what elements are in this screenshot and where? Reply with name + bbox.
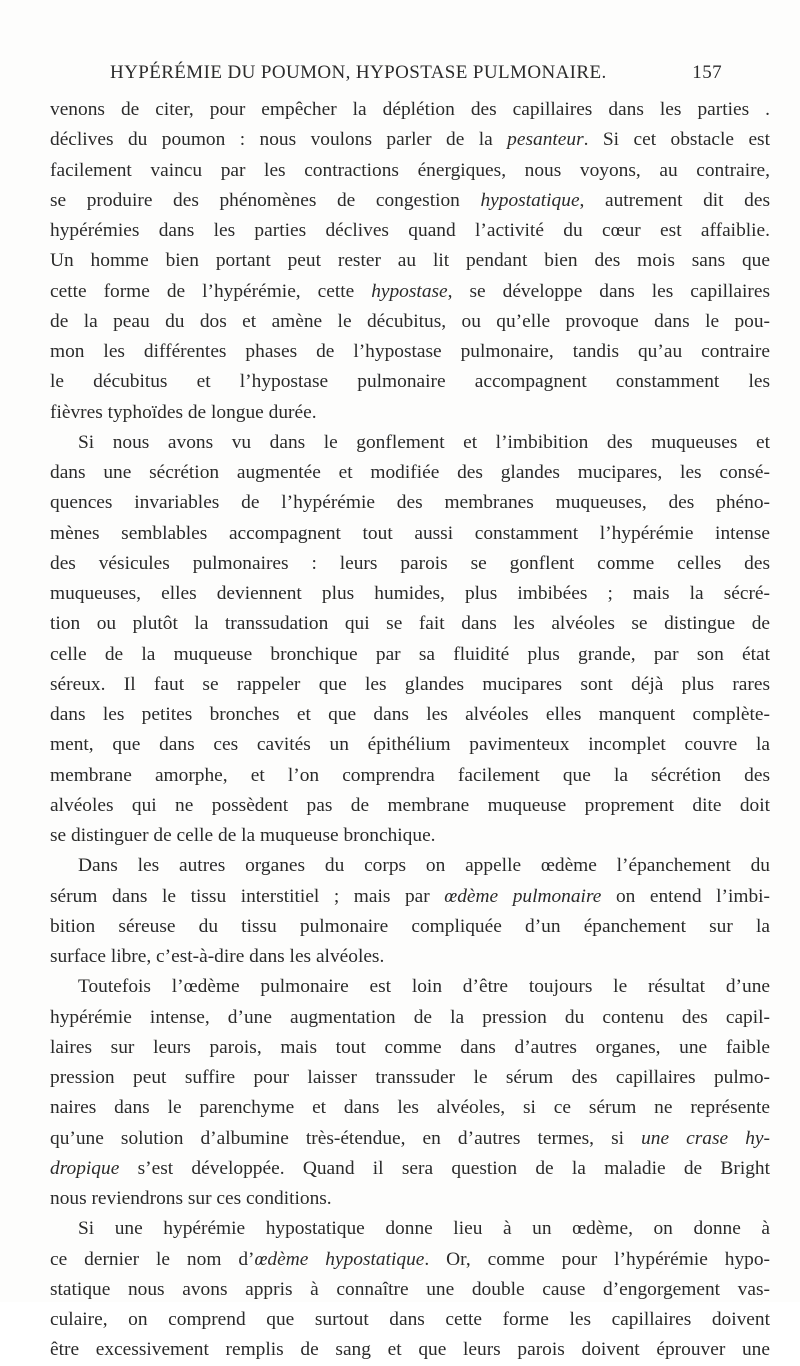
text-line (50, 1063, 770, 1093)
text-line (50, 1335, 770, 1365)
text-run: hypérémie intense, d’une augmentation de la pression du contenu des capil- (50, 1006, 770, 1028)
text-line (50, 307, 770, 337)
text-line (50, 246, 770, 276)
text-run: ment, que dans ces cavités un épithélium pavimenteux incomplet couvre la (50, 734, 770, 756)
text-line (50, 1245, 770, 1275)
text-run: pression peut suffire pour laisser transsuder le sérum des capillaires pulmo- (50, 1067, 770, 1088)
text-run: bition séreuse du tissu pulmonaire compliquée d’un épanchement sur la (50, 915, 770, 937)
text-run: venons de citer, pour empêcher la déplétion des capillaires dans les parties . (50, 99, 770, 120)
text-run: quences invariables de l’hypérémie des membranes muqueuses, des phéno- (50, 492, 770, 514)
text-run: nous reviendrons sur ces conditions. (50, 1188, 332, 1209)
text-line (50, 156, 770, 186)
text-line (50, 1033, 770, 1063)
italic-term: une crase hy- (641, 1127, 770, 1149)
text-run: surface libre, c’est-à-dire dans les alvéoles. (50, 946, 385, 967)
text-line (50, 670, 770, 700)
text-line (50, 972, 770, 1002)
text-line (50, 1305, 770, 1335)
text-run: Toutefois l’œdème pulmonaire est loin d’être toujours le résultat d’une (78, 976, 770, 998)
text-run: , autrement dit des (579, 189, 770, 211)
italic-term: pesanteur (507, 129, 584, 151)
text-run: Dans les autres organes du corps on appelle œdème l’épanchement du (78, 855, 770, 877)
text-line (50, 912, 770, 942)
text-run: Si une hypérémie hypostatique donne lieu à un œdème, on donne à (78, 1218, 770, 1240)
text-line (50, 579, 770, 609)
text-run: celle de la muqueuse bronchique par sa fluidité plus grande, par son état (50, 643, 770, 665)
text-run: statique nous avons appris à connaître une double cause d’engorgement vas- (50, 1278, 770, 1300)
text-line (50, 216, 770, 246)
text-run: tion ou plutôt la transsudation qui se fait dans les alvéoles se distingue de (50, 613, 770, 635)
text-line (50, 519, 770, 549)
text-run: muqueuses, elles deviennent plus humides, plus imbibées ; mais la sécré- (50, 583, 770, 604)
text-run: déclives du poumon : nous voulons parler de la (50, 129, 508, 151)
text-line (50, 1214, 770, 1244)
text-run: on entend l’imbi- (601, 885, 770, 907)
text-line (50, 882, 770, 912)
text-line (50, 640, 770, 670)
text-run: séreux. Il faut se rappeler que les glandes mucipares sont déjà plus rares (50, 673, 770, 695)
italic-term: dropique (50, 1157, 120, 1179)
text-line (50, 277, 770, 307)
text-run: se distinguer de celle de la muqueuse bronchique. (50, 825, 436, 846)
text-line (50, 1003, 770, 1033)
text-run: membrane amorphe, et l’on comprendra facilement que la sécrétion des (50, 764, 770, 786)
body-text (50, 95, 770, 1366)
italic-term: hypostase (371, 280, 448, 302)
text-line (50, 700, 770, 730)
text-line (50, 1184, 770, 1214)
text-run: sérum dans le tissu interstitiel ; mais par (50, 885, 445, 907)
text-line (50, 428, 770, 458)
text-line (50, 1124, 770, 1154)
text-run: cette forme de l’hypérémie, cette (50, 280, 372, 302)
text-line (50, 458, 770, 488)
text-run: dans une sécrétion augmentée et modifiée des glandes mucipares, les consé- (50, 462, 770, 483)
text-run: ce dernier le nom d’ (50, 1248, 255, 1270)
text-run: Un homme bien portant peut rester au lit pendant bien des mois sans que (50, 250, 770, 272)
text-run: être excessivement remplis de sang et que leurs parois doivent éprouver une (50, 1339, 770, 1361)
italic-term: œdème hypostatique (254, 1248, 425, 1270)
text-run: le décubitus et l’hypostase pulmonaire accompagnent constamment les (50, 371, 770, 393)
text-run: qu’une solution d’albumine très-étendue, en d’autres termes, si (50, 1127, 642, 1149)
text-line (50, 730, 770, 760)
text-line (50, 1275, 770, 1305)
text-run: facilement vaincu par les contractions énergiques, nous voyons, au contraire, (50, 159, 770, 181)
italic-term: œdème pulmonaire (444, 885, 602, 907)
text-line (50, 337, 770, 367)
page-number: 157 (692, 62, 722, 83)
text-run: Si nous avons vu dans le gonflement et l’imbibition des muqueuses et (78, 431, 770, 453)
text-run: dans les petites bronches et que dans les alvéoles elles manquent complète- (50, 704, 770, 725)
running-head (110, 62, 722, 88)
text-line (50, 186, 770, 216)
text-run: , se développe dans les capillaires (447, 280, 770, 302)
text-run: se produire des phénomènes de congestion (50, 189, 481, 211)
text-run: mon les différentes phases de l’hypostase pulmonaire, tandis qu’au contraire (50, 341, 770, 362)
text-line (50, 851, 770, 881)
italic-term: hypostatique (480, 189, 580, 211)
text-run: . Si cet obstacle est (583, 129, 770, 151)
text-line (50, 488, 770, 518)
text-line (50, 821, 770, 851)
text-line (50, 1154, 770, 1184)
text-line (50, 125, 770, 155)
running-head-title: HYPÉRÉMIE DU POUMON, HYPOSTASE PULMONAIRE. (110, 62, 607, 83)
text-line (50, 942, 770, 972)
text-line (50, 367, 770, 397)
text-run: de la peau du dos et amène le décubitus, ou qu’elle provoque dans le pou- (50, 310, 770, 332)
text-run: mènes semblables accompagnent tout aussi constamment l’hypérémie intense (50, 522, 770, 544)
text-line (50, 1093, 770, 1123)
text-run: culaire, on comprend que surtout dans cette forme les capillaires doivent (50, 1309, 770, 1330)
text-run: naires dans le parenchyme et dans les alvéoles, si ce sérum ne représente (50, 1097, 770, 1119)
text-run: laires sur leurs parois, mais tout comme dans d’autres organes, une faible (50, 1036, 770, 1058)
text-line (50, 95, 770, 125)
text-line (50, 791, 770, 821)
text-run: alvéoles qui ne possèdent pas de membrane muqueuse proprement dite doit (50, 794, 770, 816)
text-line (50, 549, 770, 579)
text-line (50, 398, 770, 428)
text-run: hypérémies dans les parties déclives quand l’activité du cœur est affaiblie. (50, 220, 770, 241)
text-line (50, 609, 770, 639)
text-run: des vésicules pulmonaires : leurs parois se gonflent comme celles des (50, 552, 770, 574)
text-run: s’est développée. Quand il sera question de la maladie de Bright (119, 1157, 770, 1179)
text-run: . Or, comme pour l’hypérémie hypo- (424, 1248, 770, 1270)
text-line (50, 761, 770, 791)
text-run: fièvres typhoïdes de longue durée. (50, 401, 317, 423)
